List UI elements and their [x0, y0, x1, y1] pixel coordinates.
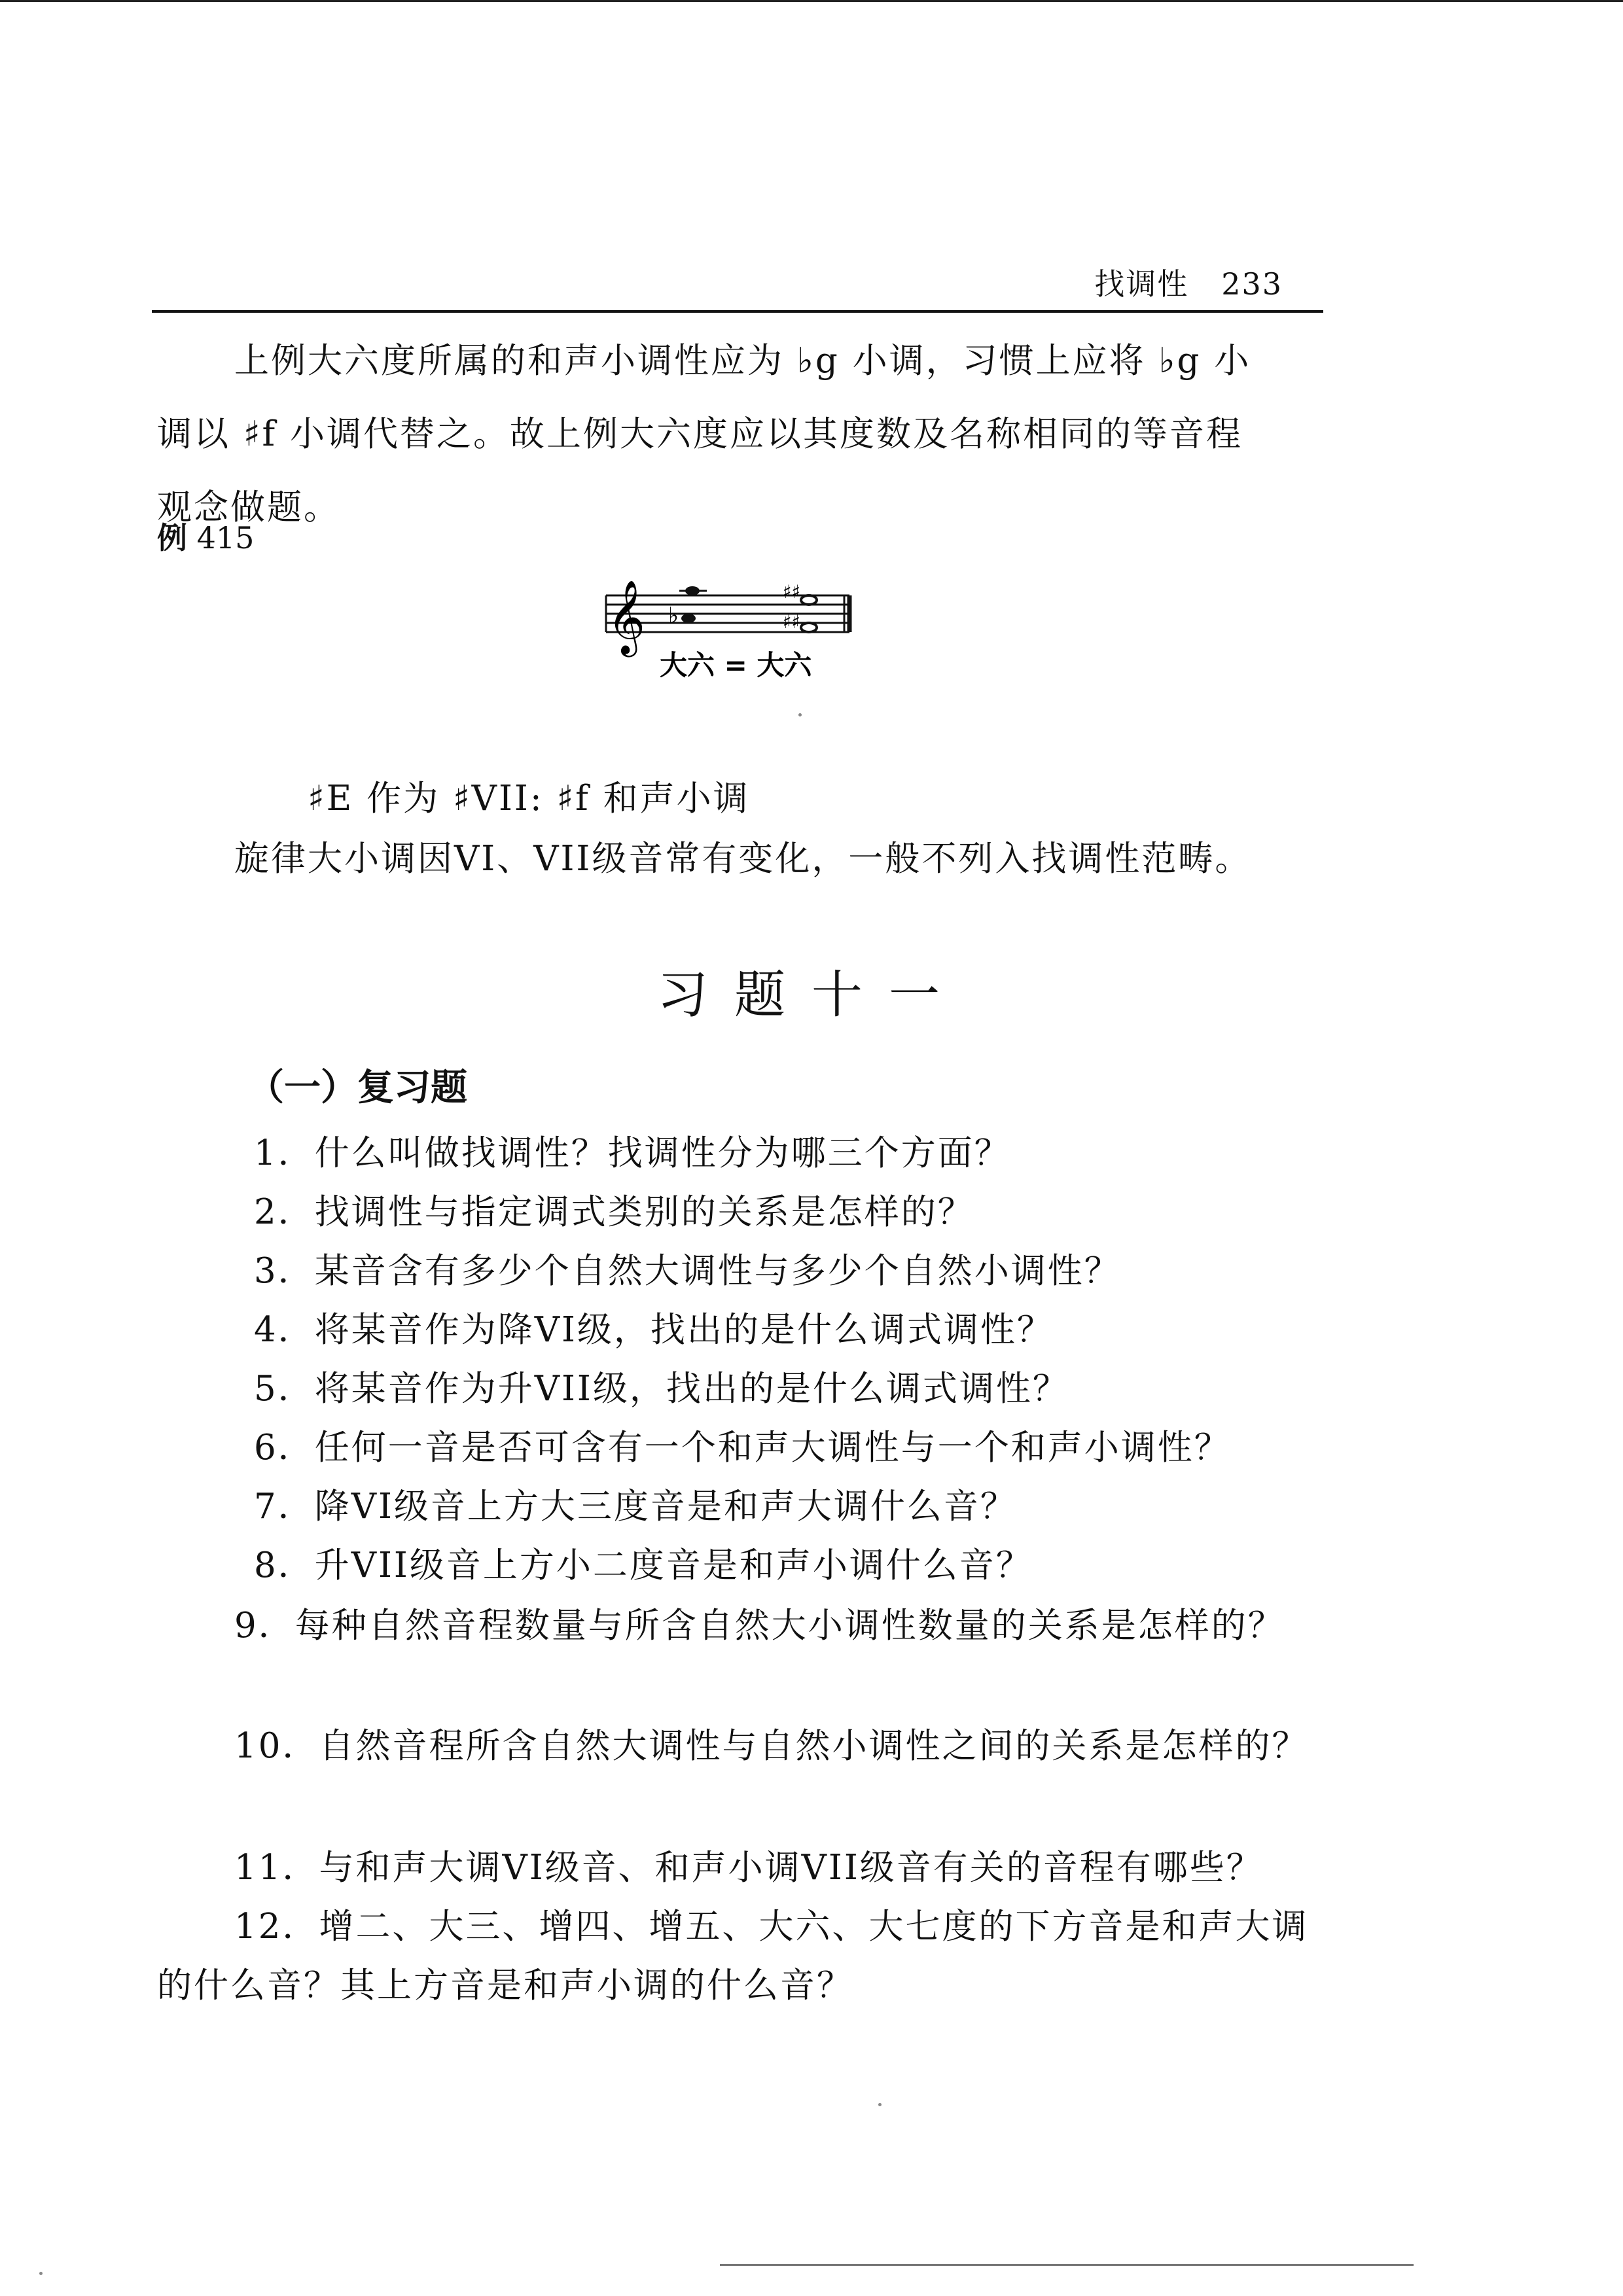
question-9	[157, 1597, 1309, 1655]
page-number: 233	[1221, 266, 1283, 302]
melodic-note: 旋律大小调因VI、VII级音常有变化，一般不列入找调性范畴。	[234, 839, 1252, 879]
section-heading: （一）复习题	[247, 1067, 467, 1109]
question-3: 3．某音含有多少个自然大调性与多少个自然小调性？	[254, 1251, 1121, 1291]
header-title: 找调性	[1094, 266, 1189, 302]
intro-line-3: 观念做题。	[157, 487, 340, 527]
question-5: 5．将某音作为升VII级，找出的是什么调式调性？	[254, 1369, 1069, 1409]
question-10	[157, 1717, 1309, 1776]
question-1: 1．什么叫做找调性？找调性分为哪三个方面？	[254, 1133, 1011, 1173]
question-12-text: 12．增二、大三、增四、增五、大六、大七度的下方音是和声大调的什么音？其上方音是和声小调的什么音？	[157, 1907, 1309, 2005]
music-example	[601, 568, 876, 695]
header-rule	[152, 310, 1323, 313]
scan-speck	[878, 2103, 882, 2106]
svg-text:♯♯: ♯♯	[783, 611, 801, 633]
scan-artifact-line	[720, 2264, 1414, 2266]
question-9-text: 9．每种自然音程数量与所含自然大小调性数量的关系是怎样的？	[234, 1606, 1285, 1646]
intro-line-1: 上例大六度所属的和声小调性应为 ♭g 小调，习惯上应将 ♭g 小	[234, 341, 1251, 381]
scan-speck	[798, 713, 802, 716]
enharmonic-line: ♯E 作为 ♯VII: ♯f 和声小调	[308, 779, 750, 819]
top-border-line	[0, 0, 1623, 2]
scan-speck	[39, 2272, 43, 2275]
question-2: 2．找调性与指定调式类别的关系是怎样的？	[254, 1192, 974, 1232]
example-label	[157, 514, 254, 557]
question-8: 8．升VII级音上方小二度音是和声小调什么音？	[254, 1545, 1033, 1585]
example-caption: 大六 = 大六	[660, 649, 812, 681]
svg-text:♯♯: ♯♯	[783, 581, 801, 603]
second-interval	[783, 581, 817, 633]
question-4: 4．将某音作为降VI级，找出的是什么调式调性？	[254, 1310, 1054, 1350]
running-header	[1094, 260, 1283, 304]
svg-text:♭: ♭	[668, 603, 679, 629]
question-10-text: 10．自然音程所含自然大调性与自然小调性之间的关系是怎样的？	[234, 1726, 1309, 1766]
example-number: 415	[196, 520, 255, 556]
intro-line-2: 调以 ♯f 小调代替之。故上例大六度应以其度数及名称相同的等音程	[157, 414, 1243, 454]
question-11: 11．与和声大调VI级音、和声小调VII级音有关的音程有哪些？	[234, 1848, 1263, 1888]
example-word: 例	[157, 520, 187, 556]
staff-notation	[601, 568, 876, 692]
question-12	[157, 1898, 1309, 2015]
question-6: 6．任何一音是否可含有一个和声大调性与一个和声小调性？	[254, 1428, 1231, 1468]
intro-paragraph	[157, 325, 1322, 544]
question-7: 7．降VI级音上方大三度音是和声大调什么音？	[254, 1487, 1017, 1527]
treble-clef-icon: 𝄞	[607, 580, 645, 654]
exercise-title: 习题十一	[656, 966, 966, 1025]
